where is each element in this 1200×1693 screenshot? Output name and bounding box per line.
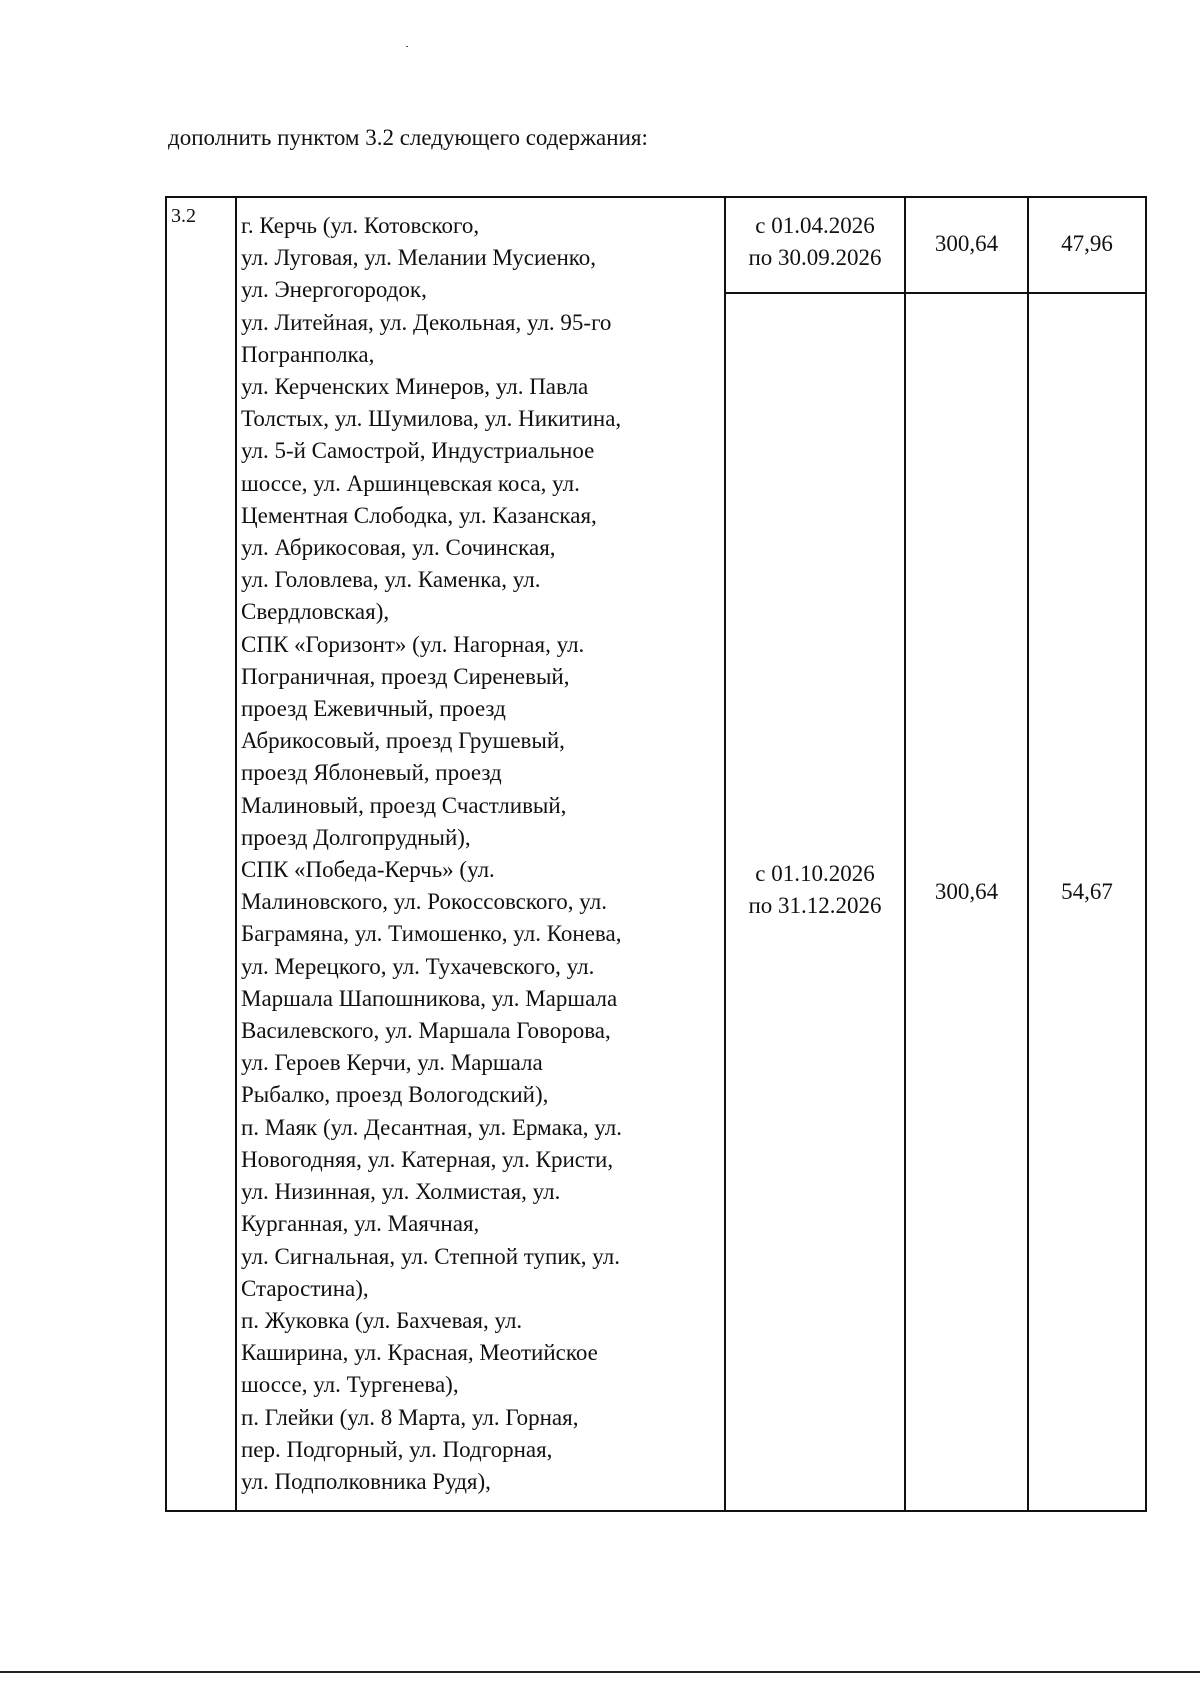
address-cell xyxy=(235,196,725,1498)
period-1 xyxy=(726,210,904,274)
address-line: ул. Сигнальная, ул. Степной тупик, ул. xyxy=(241,1243,621,1269)
row-number: 3.2 xyxy=(171,205,196,227)
period-1-value-1: 300,64 xyxy=(934,231,999,256)
address-line: ул. Героев Керчи, ул. Маршала xyxy=(241,1050,543,1076)
address-line: Курганная, ул. Маячная, xyxy=(241,1211,480,1237)
address-line: ул. Литейная, ул. Декольная, ул. 95-го xyxy=(241,309,612,335)
period-2-from: с 01.10.2026 xyxy=(755,861,875,886)
address-line: проезд Яблоневый, проезд xyxy=(241,760,502,786)
address-line: пер. Подгорный, ул. Подгорная, xyxy=(241,1436,553,1462)
address-line: проезд Долгопрудный), xyxy=(241,824,471,850)
address-line: Новогодняя, ул. Катерная, ул. Кристи, xyxy=(241,1146,614,1172)
table-bottom-border xyxy=(165,1510,1147,1512)
address-line: ул. Подполковника Рудя), xyxy=(241,1468,491,1494)
address-line: Погранполка, xyxy=(241,341,375,367)
address-line: Василевского, ул. Маршала Говорова, xyxy=(241,1018,611,1044)
address-line: ул. Энергогородок, xyxy=(241,277,427,303)
address-line: ул. 5-й Самострой, Индустриальное xyxy=(241,438,595,464)
address-line: п. Жуковка (ул. Бахчевая, ул. xyxy=(241,1307,523,1333)
column-divider xyxy=(1027,196,1029,1512)
page-bottom-rule xyxy=(0,1671,1200,1673)
address-line: Толстых, ул. Шумилова, ул. Никитина, xyxy=(241,406,622,432)
address-line: Малиновского, ул. Рокоссовского, ул. xyxy=(241,889,607,915)
address-line: г. Керчь (ул. Котовского, xyxy=(241,213,480,238)
tariff-table xyxy=(165,196,1147,1512)
column-divider xyxy=(904,196,906,1512)
period-1-to: по 30.09.2026 xyxy=(748,245,882,271)
scan-speck xyxy=(406,46,408,47)
address-line: Старостина), xyxy=(241,1275,369,1301)
period-2-to: по 31.12.2026 xyxy=(748,893,882,919)
period-2 xyxy=(726,858,904,922)
address-line: п. Маяк (ул. Десантная, ул. Ермака, ул. xyxy=(241,1114,623,1140)
period-1-from: с 01.04.2026 xyxy=(755,213,875,238)
period-row-divider xyxy=(724,292,1147,294)
address-line: СПК «Горизонт» (ул. Нагорная, ул. xyxy=(241,631,585,657)
address-line: ул. Керченских Минеров, ул. Павла xyxy=(241,374,589,400)
period-2-value-1: 300,64 xyxy=(934,879,999,904)
table-left-border xyxy=(165,196,167,1512)
address-line: ул. Головлева, ул. Каменка, ул. xyxy=(241,567,541,593)
address-line: ул. Абрикосовая, ул. Сочинская, xyxy=(241,535,556,561)
address-line: Каширина, ул. Красная, Меотийское xyxy=(241,1340,598,1366)
address-line: Малиновый, проезд Счастливый, xyxy=(241,792,567,818)
address-line: ул. Луговая, ул. Мелании Мусиенко, xyxy=(241,245,597,271)
address-line: ул. Мерецкого, ул. Тухачевского, ул. xyxy=(241,953,595,979)
period-2-value-2: 54,67 xyxy=(1061,879,1113,904)
address-line: ул. Низинная, ул. Холмистая, ул. xyxy=(241,1179,561,1205)
address-line: п. Глейки (ул. 8 Марта, ул. Горная, xyxy=(241,1404,579,1430)
address-line: проезд Ежевичный, проезд xyxy=(241,696,506,722)
intro-text: дополнить пунктом 3.2 следующего содержания: xyxy=(168,125,648,150)
address-line: Пограничная, проезд Сиреневый, xyxy=(241,663,570,689)
address-line: Цементная Слободка, ул. Казанская, xyxy=(241,502,597,528)
address-line: Свердловская), xyxy=(241,599,390,625)
period-1-value-2: 47,96 xyxy=(1061,231,1113,256)
address-line: Рыбалко, проезд Вологодский), xyxy=(241,1082,549,1108)
address-line: Маршала Шапошникова, ул. Маршала xyxy=(241,985,618,1011)
address-line: Абрикосовый, проезд Грушевый, xyxy=(241,728,565,754)
address-line: шоссе, ул. Тургенева), xyxy=(241,1372,459,1398)
address-line: Баграмяна, ул. Тимошенко, ул. Конева, xyxy=(241,921,622,947)
address-line: шоссе, ул. Аршинцевская коса, ул. xyxy=(241,470,580,496)
table-right-border xyxy=(1145,196,1147,1512)
address-line: СПК «Победа-Керчь» (ул. xyxy=(241,857,495,883)
